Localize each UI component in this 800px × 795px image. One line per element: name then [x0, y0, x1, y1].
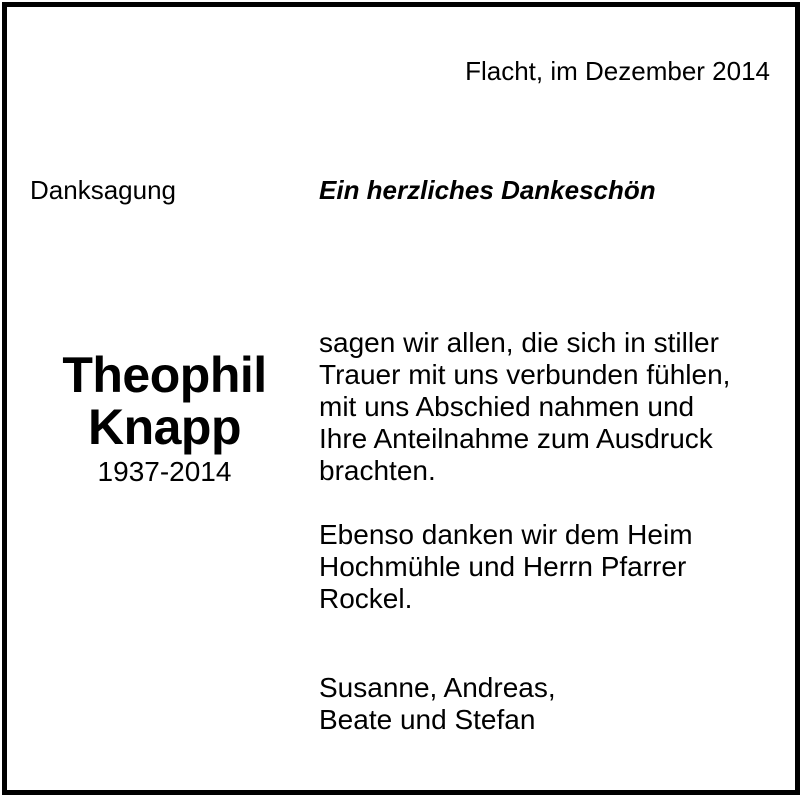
signature-line: Susanne, Andreas,	[319, 672, 556, 703]
signature-line: Beate und Stefan	[319, 704, 536, 735]
life-years: 1937-2014	[97, 456, 232, 487]
message-line: Ihre Anteilnahme zum Ausdruck	[319, 423, 713, 454]
notice-type-heading: Danksagung	[30, 175, 176, 205]
deceased-first-name: Theophil	[62, 347, 267, 403]
message-line: Ebenso danken wir dem Heim	[319, 519, 693, 550]
notice-frame	[2, 2, 800, 795]
deceased-last-name: Knapp	[87, 399, 242, 455]
message-line: Trauer mit uns verbunden fühlen,	[319, 359, 731, 390]
message-paragraph-1	[319, 327, 789, 487]
thanks-heading: Ein herzliches Dankeschön	[319, 175, 656, 205]
thanks-message	[319, 327, 789, 615]
message-line: brachten.	[319, 455, 436, 486]
family-signature	[319, 672, 556, 736]
message-line: Hochmühle und Herrn Pfarrer	[319, 551, 687, 582]
message-line: Rockel.	[319, 583, 413, 614]
message-paragraph-2	[319, 519, 789, 615]
place-and-date: Flacht, im Dezember 2014	[465, 56, 770, 86]
message-line: sagen wir allen, die sich in stiller	[319, 327, 719, 358]
message-line: mit uns Abschied nahmen und	[319, 391, 695, 422]
deceased-name-block	[27, 349, 302, 489]
